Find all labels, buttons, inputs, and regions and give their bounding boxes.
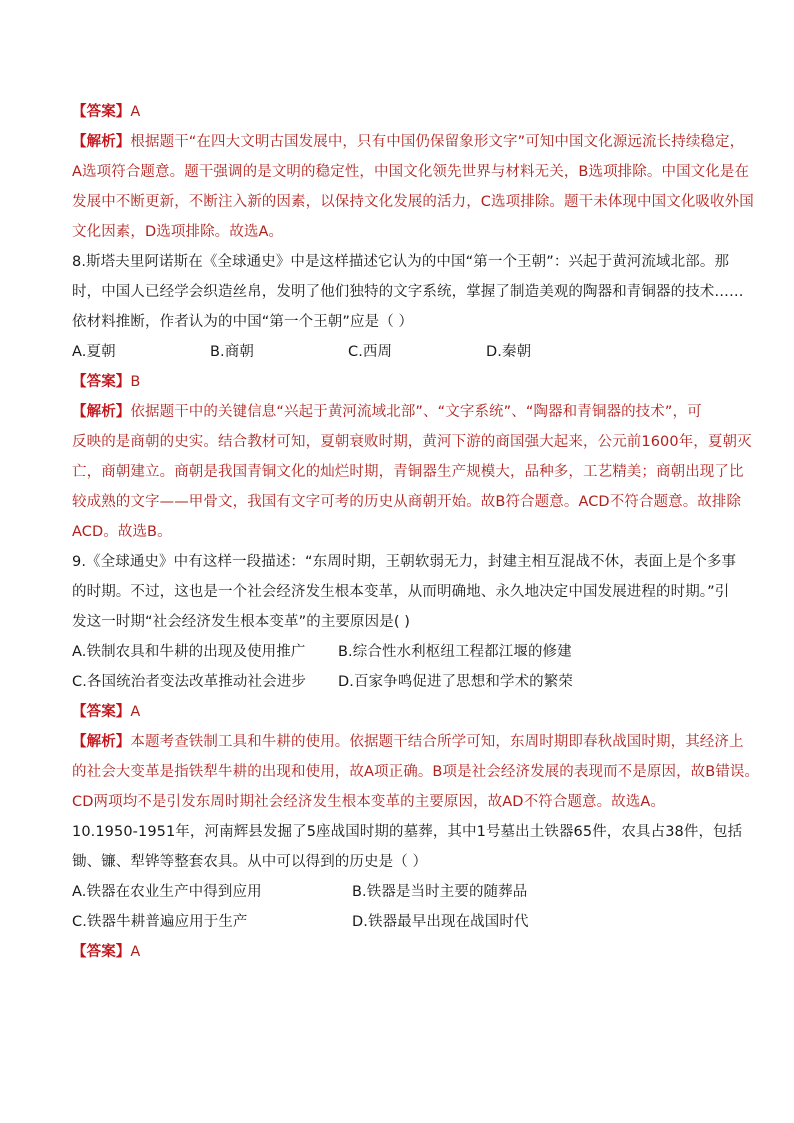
analysis-text: 亡，商朝建立。商朝是我国青铜文化的灿烂时期，青铜器生产规模大，品种多，工艺精美；商朝出现了比 — [72, 464, 744, 480]
question-stem: 9.《全球通史》中有这样一段描述：“东周时期，王朝软弱无力，封建主相互混战不休，表面上是个多事 — [72, 554, 737, 570]
analysis-label: 【解析】 — [72, 134, 131, 150]
answer-value: A — [130, 104, 141, 120]
option-b: B.铁器是当时主要的随葬品 — [352, 884, 528, 900]
answer-label: 【答案】 — [72, 704, 131, 720]
answer-value: B — [130, 374, 141, 390]
analysis-text: 较成熟的文字——甲骨文，我国有文字可考的历史从商朝开始。故B符合题意。ACD不符合题意。故排除 — [72, 494, 742, 510]
question-stem: 10.1950-1951年，河南辉县发掘了5座战国时期的墓葬，其中1号墓出土铁器65件，农具占38件，包括 — [72, 824, 743, 840]
analysis-label: 【解析】 — [72, 734, 131, 750]
analysis-text: 文化因素，D选项排除。故选A。 — [72, 224, 284, 240]
options-row — [72, 911, 724, 941]
analysis-text: 反映的是商朝的史实。结合教材可知，夏朝衰败时期，黄河下游的商国强大起来，公元前1600年，夏朝灭 — [72, 434, 752, 450]
answer-line — [72, 701, 724, 731]
question-stem: 依材料推断，作者认为的中国“第一个王朝”应是（ ） — [72, 314, 414, 330]
document-page — [72, 101, 760, 971]
option-b: B.综合性水利枢纽工程都江堰的修建 — [338, 644, 572, 660]
option-a: A.夏朝 — [72, 344, 116, 360]
analysis-line — [72, 731, 744, 761]
analysis-text: A选项符合题意。题干强调的是文明的稳定性，中国文化领先世界与材料无关，B选项排除。中国文化是在 — [72, 164, 750, 180]
analysis-text: 本题考查铁制工具和牛耕的使用。依据题干结合所学可知，东周时期即春秋战国时期，其经济上 — [130, 734, 744, 750]
option-c: C.铁器牛耕普遍应用于生产 — [72, 914, 248, 930]
answer-line — [72, 941, 724, 971]
option-c: C.各国统治者变法改革推动社会进步 — [72, 674, 306, 690]
option-d: D.秦朝 — [486, 344, 532, 360]
option-a: A.铁器在农业生产中得到应用 — [72, 884, 262, 900]
options-row — [72, 641, 724, 671]
answer-label: 【答案】 — [72, 944, 131, 960]
options-row — [72, 341, 724, 371]
analysis-text: 依据题干中的关键信息“兴起于黄河流域北部”、“文字系统”、“陶器和青铜器的技术”，可 — [130, 404, 702, 420]
options-row — [72, 671, 724, 701]
analysis-text: ACD。故选B。 — [72, 524, 172, 540]
answer-value: A — [130, 944, 141, 960]
option-d: D.百家争鸣促进了思想和学术的繁荣 — [338, 674, 573, 690]
question-stem: 发这一时期“社会经济发生根本变革”的主要原因是( ) — [72, 614, 411, 630]
option-c: C.西周 — [348, 344, 393, 360]
answer-label: 【答案】 — [72, 374, 131, 390]
analysis-line — [72, 401, 724, 431]
answer-line — [72, 101, 724, 131]
analysis-text: 根据题干“在四大文明古国发展中，只有中国仍保留象形文字”可知中国文化源远流长持续稳定， — [130, 134, 745, 150]
option-d: D.铁器最早出现在战国时代 — [352, 914, 529, 930]
option-b: B.商朝 — [210, 344, 254, 360]
analysis-text: CD两项均不是引发东周时期社会经济发生根本变革的主要原因，故AD不符合题意。故选A。 — [72, 794, 665, 810]
question-stem: 8.斯塔夫里阿诺斯在《全球通史》中是这样描述它认为的中国“第一个王朝”：兴起于黄河流域北部。那 — [72, 254, 730, 270]
analysis-text: 发展中不断更新，不断注入新的因素，以保持文化发展的活力，C选项排除。题干未体现中国文化吸收外国 — [72, 194, 754, 210]
analysis-text: 的社会大变革是指铁犁牛耕的出现和使用，故A项正确。B项是社会经济发展的表现而不是原因，故B错误。 — [72, 764, 760, 780]
question-stem: 时，中国人已经学会织造丝帛，发明了他们独特的文字系统，掌握了制造美观的陶器和青铜器的技术…… — [72, 284, 744, 300]
question-stem: 的时期。不过，这也是一个社会经济发生根本变革，从而明确地、永久地决定中国发展进程的时期。”引 — [72, 584, 730, 600]
options-row — [72, 881, 724, 911]
analysis-line — [72, 131, 745, 161]
question-stem: 锄、镰、犁铧等整套农具。从中可以得到的历史是（ ） — [72, 854, 428, 870]
analysis-label: 【解析】 — [72, 404, 131, 420]
answer-line — [72, 371, 724, 401]
answer-label: 【答案】 — [72, 104, 131, 120]
answer-value: A — [130, 704, 141, 720]
option-a: A.铁制农具和牛耕的出现及使用推广 — [72, 644, 306, 660]
